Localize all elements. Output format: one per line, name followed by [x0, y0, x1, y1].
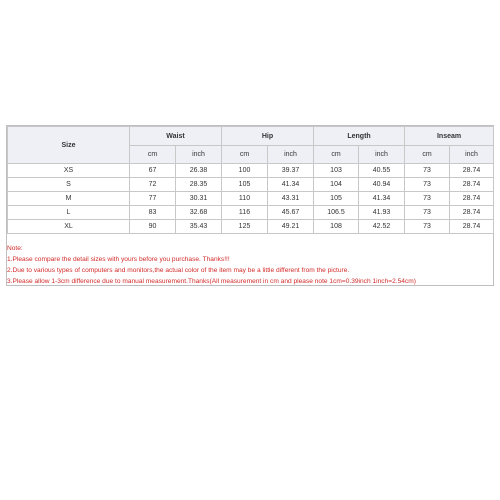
- note-line: 2.Due to various types of computers and monitors,the actual color of the item may be a little different from the picture.: [7, 267, 350, 274]
- table-cell: 105: [222, 178, 268, 192]
- table-cell: 28.74: [450, 206, 494, 220]
- table-cell: 45.67: [268, 206, 314, 220]
- table-cell: 106.5: [314, 206, 359, 220]
- table-cell: 110: [222, 192, 268, 206]
- size-cell: M: [8, 192, 130, 206]
- table-cell: 40.94: [359, 178, 405, 192]
- group-header-row: [8, 127, 494, 146]
- table-cell: 42.52: [359, 220, 405, 234]
- unit-header: inch: [268, 146, 314, 164]
- table-cell: 72: [130, 178, 176, 192]
- table-cell: 77: [130, 192, 176, 206]
- table-cell: 104: [314, 178, 359, 192]
- table-cell: 28.74: [450, 192, 494, 206]
- table-cell: 28.74: [450, 178, 494, 192]
- table-row: [8, 164, 494, 178]
- table-row: [8, 220, 494, 234]
- table-cell: 100: [222, 164, 268, 178]
- table-cell: 41.34: [268, 178, 314, 192]
- table-cell: 26.38: [176, 164, 222, 178]
- size-cell: S: [8, 178, 130, 192]
- unit-header: cm: [314, 146, 359, 164]
- table-cell: 35.43: [176, 220, 222, 234]
- note-line: 3.Please allow 1-3cm difference due to manual measurement.Thanks(All measurement in cm and please note 1cm=0.39inch 1inch=2.54cm): [7, 278, 416, 285]
- unit-header: cm: [222, 146, 268, 164]
- size-cell: XS: [8, 164, 130, 178]
- unit-header: cm: [130, 146, 176, 164]
- table-cell: 105: [314, 192, 359, 206]
- inseam-header: Inseam: [405, 127, 494, 146]
- note-line: 1.Please compare the detail sizes with yours before you purchase. Thanks!!!: [7, 256, 230, 263]
- table-row: [8, 178, 494, 192]
- table-cell: 90: [130, 220, 176, 234]
- table-cell: 28.74: [450, 164, 494, 178]
- table-cell: 73: [405, 220, 450, 234]
- table-cell: 28.35: [176, 178, 222, 192]
- table-cell: 40.55: [359, 164, 405, 178]
- table-cell: 125: [222, 220, 268, 234]
- notes-title: Note:: [7, 245, 23, 252]
- table-cell: 73: [405, 192, 450, 206]
- notes-block: [7, 243, 493, 287]
- table-cell: 73: [405, 164, 450, 178]
- waist-header: Waist: [130, 127, 222, 146]
- hip-header: Hip: [222, 127, 314, 146]
- table-row: [8, 192, 494, 206]
- table-cell: 41.93: [359, 206, 405, 220]
- table-cell: 28.74: [450, 220, 494, 234]
- table-row: [8, 206, 494, 220]
- table-cell: 103: [314, 164, 359, 178]
- table-cell: 67: [130, 164, 176, 178]
- table-cell: 73: [405, 178, 450, 192]
- table-cell: 83: [130, 206, 176, 220]
- size-chart-table: [7, 126, 494, 234]
- unit-header: inch: [450, 146, 494, 164]
- table-cell: 108: [314, 220, 359, 234]
- table-cell: 39.37: [268, 164, 314, 178]
- table-cell: 32.68: [176, 206, 222, 220]
- unit-header: cm: [405, 146, 450, 164]
- size-cell: XL: [8, 220, 130, 234]
- length-header: Length: [314, 127, 405, 146]
- size-chart-sheet: [6, 125, 494, 286]
- table-cell: 116: [222, 206, 268, 220]
- table-cell: 73: [405, 206, 450, 220]
- table-cell: 49.21: [268, 220, 314, 234]
- size-cell: L: [8, 206, 130, 220]
- unit-header: inch: [176, 146, 222, 164]
- table-cell: 43.31: [268, 192, 314, 206]
- table-cell: 30.31: [176, 192, 222, 206]
- unit-header: inch: [359, 146, 405, 164]
- table-cell: 41.34: [359, 192, 405, 206]
- size-column-header: Size: [8, 127, 130, 164]
